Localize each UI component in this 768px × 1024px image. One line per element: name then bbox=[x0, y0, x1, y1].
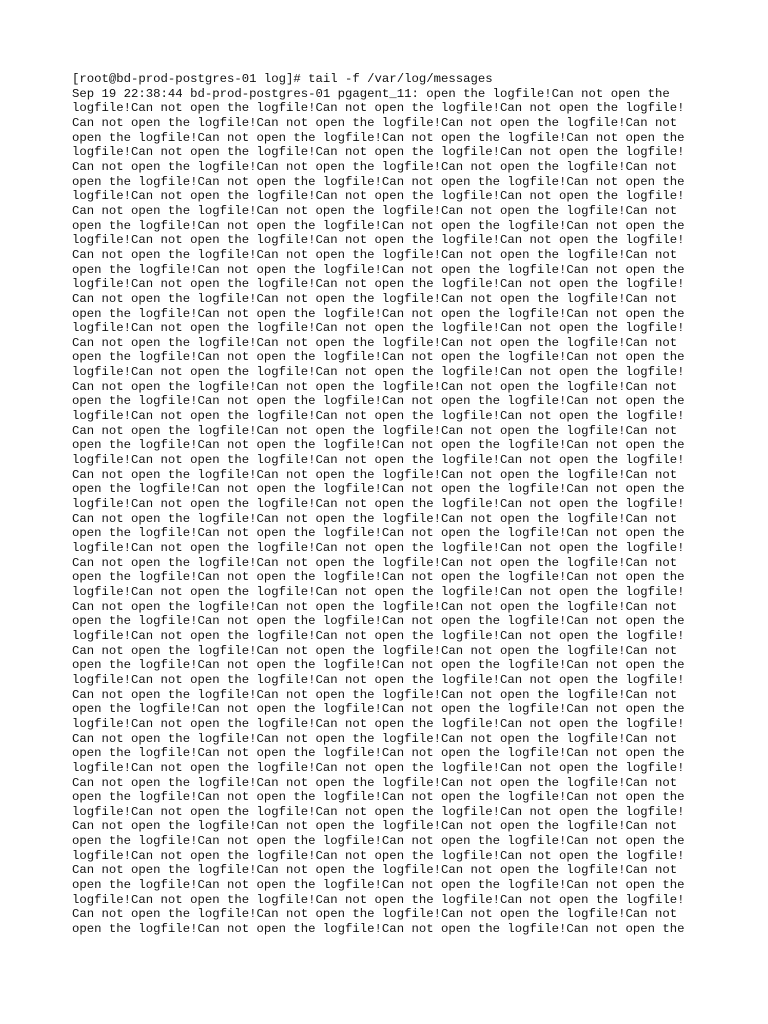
log-line: logfile!Can not open the logfile!Can not open the logfile!Can not open the logfile! bbox=[72, 584, 685, 599]
log-line: Can not open the logfile!Can not open the logfile!Can not open the logfile!Can not bbox=[72, 335, 678, 350]
log-line: logfile!Can not open the logfile!Can not open the logfile!Can not open the logfile! bbox=[72, 453, 685, 468]
log-line: open the logfile!Can not open the logfile!Can not open the logfile!Can not open the bbox=[72, 306, 685, 321]
log-line: Can not open the logfile!Can not open the logfile!Can not open the logfile!Can not bbox=[72, 907, 678, 922]
log-line: Can not open the logfile!Can not open the logfile!Can not open the logfile!Can not bbox=[72, 247, 678, 262]
log-line: open the logfile!Can not open the logfile!Can not open the logfile!Can not open the bbox=[72, 834, 685, 849]
log-line: logfile!Can not open the logfile!Can not open the logfile!Can not open the logfile! bbox=[72, 716, 685, 731]
log-line: logfile!Can not open the logfile!Can not open the logfile!Can not open the logfile! bbox=[72, 277, 685, 292]
log-line: Can not open the logfile!Can not open the logfile!Can not open the logfile!Can not bbox=[72, 599, 678, 614]
log-line: logfile!Can not open the logfile!Can not open the logfile!Can not open the logfile! bbox=[72, 672, 685, 687]
log-line: Can not open the logfile!Can not open the logfile!Can not open the logfile!Can not bbox=[72, 115, 678, 130]
log-line: Can not open the logfile!Can not open the logfile!Can not open the logfile!Can not bbox=[72, 731, 678, 746]
log-line: Sep 19 22:38:44 bd-prod-postgres-01 pgagent_11: open the logfile!Can not open the bbox=[72, 86, 670, 101]
log-line: logfile!Can not open the logfile!Can not open the logfile!Can not open the logfile! bbox=[72, 365, 685, 380]
log-line: logfile!Can not open the logfile!Can not open the logfile!Can not open the logfile! bbox=[72, 189, 685, 204]
log-line: Can not open the logfile!Can not open the logfile!Can not open the logfile!Can not bbox=[72, 467, 678, 482]
log-line: logfile!Can not open the logfile!Can not open the logfile!Can not open the logfile! bbox=[72, 409, 685, 424]
log-line: Can not open the logfile!Can not open the logfile!Can not open the logfile!Can not bbox=[72, 291, 678, 306]
log-line: Can not open the logfile!Can not open the logfile!Can not open the logfile!Can not bbox=[72, 379, 678, 394]
log-line: open the logfile!Can not open the logfile!Can not open the logfile!Can not open the bbox=[72, 570, 685, 585]
log-line: open the logfile!Can not open the logfile!Can not open the logfile!Can not open the bbox=[72, 394, 685, 409]
log-line: Can not open the logfile!Can not open the logfile!Can not open the logfile!Can not bbox=[72, 863, 678, 878]
log-line: Can not open the logfile!Can not open the logfile!Can not open the logfile!Can not bbox=[72, 687, 678, 702]
log-line: logfile!Can not open the logfile!Can not open the logfile!Can not open the logfile! bbox=[72, 101, 685, 116]
log-line: logfile!Can not open the logfile!Can not open the logfile!Can not open the logfile! bbox=[72, 541, 685, 555]
log-line: open the logfile!Can not open the logfile!Can not open the logfile!Can not open the bbox=[72, 350, 685, 365]
log-line: open the logfile!Can not open the logfile!Can not open the logfile!Can not open the bbox=[72, 878, 685, 893]
log-line: open the logfile!Can not open the logfile!Can not open the logfile!Can not open the bbox=[72, 658, 685, 673]
log-line: logfile!Can not open the logfile!Can not open the logfile!Can not open the logfile! bbox=[72, 145, 685, 160]
log-line: open the logfile!Can not open the logfile!Can not open the logfile!Can not open the bbox=[72, 262, 685, 277]
log-line: Can not open the logfile!Can not open the logfile!Can not open the logfile!Can not bbox=[72, 511, 678, 526]
log-line: logfile!Can not open the logfile!Can not open the logfile!Can not open the logfile! bbox=[72, 804, 685, 819]
log-line: open the logfile!Can not open the logfile!Can not open the logfile!Can not open the bbox=[72, 218, 685, 233]
log-line: logfile!Can not open the logfile!Can not open the logfile!Can not open the logfile! bbox=[72, 497, 685, 512]
log-line: Can not open the logfile!Can not open the logfile!Can not open the logfile!Can not bbox=[72, 423, 678, 438]
log-line: open the logfile!Can not open the logfile!Can not open the logfile!Can not open the bbox=[72, 614, 685, 629]
log-line: open the logfile!Can not open the logfile!Can not open the logfile!Can not open the bbox=[72, 790, 685, 805]
log-line: logfile!Can not open the logfile!Can not open the logfile!Can not open the logfile! bbox=[72, 628, 685, 643]
command-prompt-line: [root@bd-prod-postgres-01 log]# tail -f /var/log/messages bbox=[72, 72, 493, 86]
log-line: logfile!Can not open the logfile!Can not open the logfile!Can not open the logfile! bbox=[72, 321, 685, 336]
log-line: open the logfile!Can not open the logfile!Can not open the logfile!Can not open the bbox=[72, 746, 685, 761]
log-line: logfile!Can not open the logfile!Can not open the logfile!Can not open the logfile! bbox=[72, 233, 685, 248]
log-line: Can not open the logfile!Can not open the logfile!Can not open the logfile!Can not bbox=[72, 775, 678, 790]
log-line: logfile!Can not open the logfile!Can not open the logfile!Can not open the logfile! bbox=[72, 892, 685, 907]
log-line: Can not open the logfile!Can not open the logfile!Can not open the logfile!Can not bbox=[72, 819, 678, 834]
log-line: open the logfile!Can not open the logfile!Can not open the logfile!Can not open the bbox=[72, 526, 685, 541]
log-line: open the logfile!Can not open the logfile!Can not open the logfile!Can not open the bbox=[72, 438, 685, 453]
log-line: logfile!Can not open the logfile!Can not open the logfile!Can not open the logfile! bbox=[72, 760, 685, 775]
log-line: open the logfile!Can not open the logfile!Can not open the logfile!Can not open the bbox=[72, 922, 685, 937]
log-line: Can not open the logfile!Can not open the logfile!Can not open the logfile!Can not bbox=[72, 555, 678, 570]
log-line: open the logfile!Can not open the logfile!Can not open the logfile!Can not open the bbox=[72, 482, 685, 497]
log-line: Can not open the logfile!Can not open the logfile!Can not open the logfile!Can not bbox=[72, 159, 678, 174]
log-line: Can not open the logfile!Can not open the logfile!Can not open the logfile!Can not bbox=[72, 643, 678, 658]
log-line: open the logfile!Can not open the logfile!Can not open the logfile!Can not open the bbox=[72, 174, 685, 189]
log-line: logfile!Can not open the logfile!Can not open the logfile!Can not open the logfile! bbox=[72, 848, 685, 863]
log-line: Can not open the logfile!Can not open the logfile!Can not open the logfile!Can not bbox=[72, 203, 678, 218]
terminal-output bbox=[72, 72, 712, 937]
log-line: open the logfile!Can not open the logfile!Can not open the logfile!Can not open the bbox=[72, 130, 685, 145]
log-line: open the logfile!Can not open the logfile!Can not open the logfile!Can not open the bbox=[72, 702, 685, 717]
